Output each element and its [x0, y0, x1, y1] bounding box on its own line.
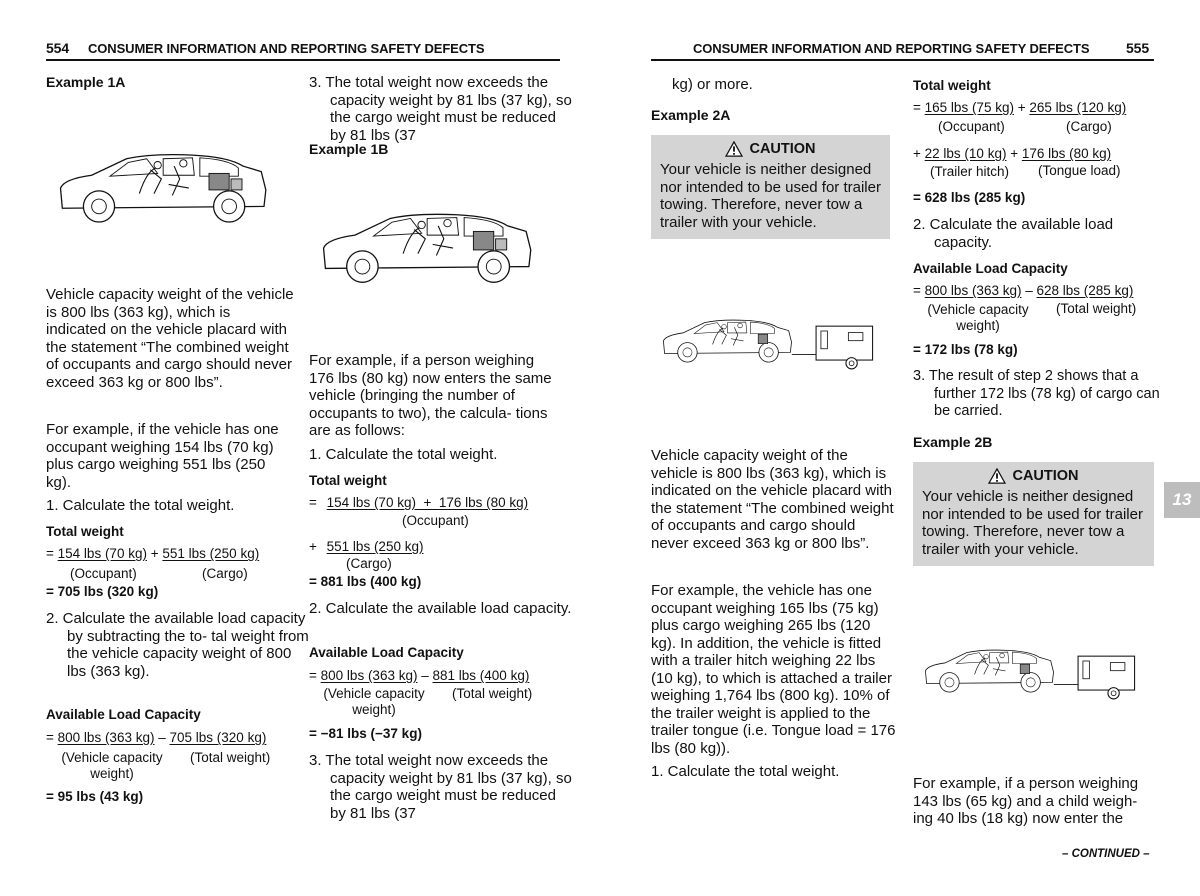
example-1b-total-weight-result: = 881 lbs (400 kg) — [309, 574, 422, 589]
example-1b-cargo-line: + 551 lbs (250 kg) — [309, 539, 424, 554]
trailer-hitch-note: (Trailer hitch) — [930, 164, 1010, 179]
warning-icon — [725, 141, 743, 157]
total-weight-note: (Total weight) — [190, 750, 271, 765]
example-2a-total-weight-label: Total weight — [913, 78, 991, 93]
example-1b-alc-result: = −81 lbs (−37 kg) — [309, 726, 422, 741]
cargo-note-2a: (Cargo) — [1066, 119, 1112, 134]
example-1a-total-weight-result: = 705 lbs (320 kg) — [46, 584, 159, 599]
caution-body: Your vehicle is neither designed nor intended to be used for trailer towing. Therefore, never tow a trailer with your vehicle. — [660, 161, 881, 231]
left-page-header: CONSUMER INFORMATION AND REPORTING SAFETY DEFECTS — [88, 41, 485, 56]
occupant-note: (Occupant) — [70, 566, 137, 581]
chapter-tab: 13 — [1164, 482, 1200, 518]
left-page-number: 554 — [46, 40, 70, 56]
vehicle-capacity-note-1b: (Vehicle capacity weight) — [323, 686, 425, 717]
continued-text: kg) or more. — [672, 76, 753, 93]
occupant-note-1b: (Occupant) — [402, 513, 469, 528]
example-1a-total-weight-label: Total weight — [46, 524, 124, 539]
right-header-rule — [651, 59, 1154, 61]
cargo-note-1b: (Cargo) — [346, 556, 392, 571]
caution-title: CAUTION — [1012, 468, 1079, 484]
example-1b-alc-label: Available Load Capacity — [309, 645, 464, 660]
vehicle-capacity-note-2a: (Vehicle capacity weight) — [927, 302, 1029, 333]
cargo-note: (Cargo) — [202, 566, 248, 581]
example-2a-paragraph-1: Vehicle capacity weight of the vehicle is 800 lbs (363 kg), which is indicated on the vehicle placard with the statement “The combined weight of occupants and cargo should never exceed 363 kg or 800 lbs”. — [651, 447, 894, 552]
example-1a-step-3: 3. The total weight now exceeds the capacity weight by 81 lbs (37 kg), so the cargo weight must be reduced by 81 lbs (37 — [309, 74, 572, 144]
example-1a-paragraph-2: For example, if the vehicle has one occupant weighing 154 lbs (70 kg) plus cargo weighing 551 lbs (250 kg). — [46, 421, 279, 491]
car-trailer-illustration-2b — [922, 648, 1144, 706]
example-1b-total-weight-label: Total weight — [309, 473, 387, 488]
example-1a-step-1: 1. Calculate the total weight. — [46, 497, 235, 514]
example-2a-title: Example 2A — [651, 107, 731, 123]
example-1b-step-3: 3. The total weight now exceeds the capacity weight by 81 lbs (37 kg), so the cargo weight must be reduced by 81 lbs (37 — [309, 752, 572, 822]
example-1a-alc-equation: = 800 lbs (363 kg) – 705 lbs (320 kg) — [46, 730, 267, 745]
example-1b-alc-equation: = 800 lbs (363 kg) – 881 lbs (400 kg) — [309, 668, 530, 683]
example-1a-alc-result: = 95 lbs (43 kg) — [46, 789, 144, 804]
caution-body: Your vehicle is neither designed nor intended to be used for trailer towing. Therefore, never tow a trailer with your vehicle. — [922, 488, 1143, 558]
occupant-note-2a: (Occupant) — [938, 119, 1005, 134]
right-page-number: 555 — [1126, 40, 1150, 56]
example-1b-step-1: 1. Calculate the total weight. — [309, 446, 498, 463]
example-2a-alc-result: = 172 lbs (78 kg) — [913, 342, 1018, 357]
example-2a-step-2: 2. Calculate the available load capacity. — [913, 216, 1114, 251]
car-illustration-1b — [318, 208, 540, 290]
example-2b-paragraph: For example, if a person weighing 143 lbs (65 kg) and a child weigh- ing 40 lbs (18 kg) now enter the — [913, 775, 1139, 827]
example-2b-title: Example 2B — [913, 434, 993, 450]
caution-title: CAUTION — [749, 141, 816, 157]
example-1a-step-2: 2. Calculate the available load capacity by subtracting the to- tal weight from the vehicle capacity weight of 800 lbs (363 kg). — [46, 610, 309, 680]
car-trailer-illustration-2a — [660, 318, 882, 376]
example-1b-step-2: 2. Calculate the available load capacity. — [309, 600, 572, 617]
caution-box-2b — [913, 462, 1154, 566]
example-1a-paragraph-1: Vehicle capacity weight of the vehicle is 800 lbs (363 kg), which is indicated on the vehicle placard with the statement “The combined weight of occupants and cargo should never exceed 363 kg or 800 lbs”. — [46, 286, 294, 391]
vehicle-capacity-note: (Vehicle capacity weight) — [61, 750, 163, 781]
example-2a-alc-label: Available Load Capacity — [913, 261, 1068, 276]
example-2a-alc-equation: = 800 lbs (363 kg) – 628 lbs (285 kg) — [913, 283, 1134, 298]
total-weight-note-1b: (Total weight) — [452, 686, 533, 701]
continued-label: – CONTINUED – — [1062, 848, 1150, 860]
example-1a-title: Example 1A — [46, 74, 126, 90]
car-illustration-1a — [55, 148, 275, 230]
example-2a-total-weight-result: = 628 lbs (285 kg) — [913, 190, 1026, 205]
example-2a-total-weight-equation: = 165 lbs (75 kg) + 265 lbs (120 kg) — [913, 100, 1127, 115]
example-2a-paragraph-2: For example, the vehicle has one occupant weighing 165 lbs (75 kg) plus cargo weighing 265 lbs (120 kg). In addition, the vehicle is fitted with a trailer hitch weighing 22 lbs (10 kg), to which is attached a trailer weighing 1,764 lbs (800 kg). 10% of the trailer weight is applied to the trailer tongue (i.e. Tongue load = 176 lbs (80 kg)). — [651, 582, 896, 757]
example-1b-title: Example 1B — [309, 141, 389, 157]
example-2a-step-1: 1. Calculate the total weight. — [651, 763, 840, 780]
example-1a-alc-label: Available Load Capacity — [46, 707, 201, 722]
total-weight-note-2a: (Total weight) — [1056, 301, 1137, 316]
right-page-header: CONSUMER INFORMATION AND REPORTING SAFETY DEFECTS — [693, 41, 1090, 56]
example-1b-total-weight-equation: = 154 lbs (70 kg) + 176 lbs (80 kg) — [309, 495, 529, 510]
left-header-rule — [46, 59, 560, 61]
warning-icon — [988, 468, 1006, 484]
example-2a-step-3: 3. The result of step 2 shows that a further 172 lbs (78 kg) of cargo can be carried. — [913, 368, 1160, 419]
tongue-load-note: (Tongue load) — [1038, 163, 1121, 178]
example-2a-hitch-tongue-line: + 22 lbs (10 kg) + 176 lbs (80 kg) — [913, 146, 1112, 161]
caution-box-2a — [651, 135, 890, 239]
example-1a-total-weight-equation: = 154 lbs (70 kg) + 551 lbs (250 kg) — [46, 546, 260, 561]
example-1b-paragraph-1: For example, if a person weighing 176 lbs (80 kg) now enters the same vehicle (bringing the number of occupants to two), the calcula- tions are as follows: — [309, 352, 552, 439]
